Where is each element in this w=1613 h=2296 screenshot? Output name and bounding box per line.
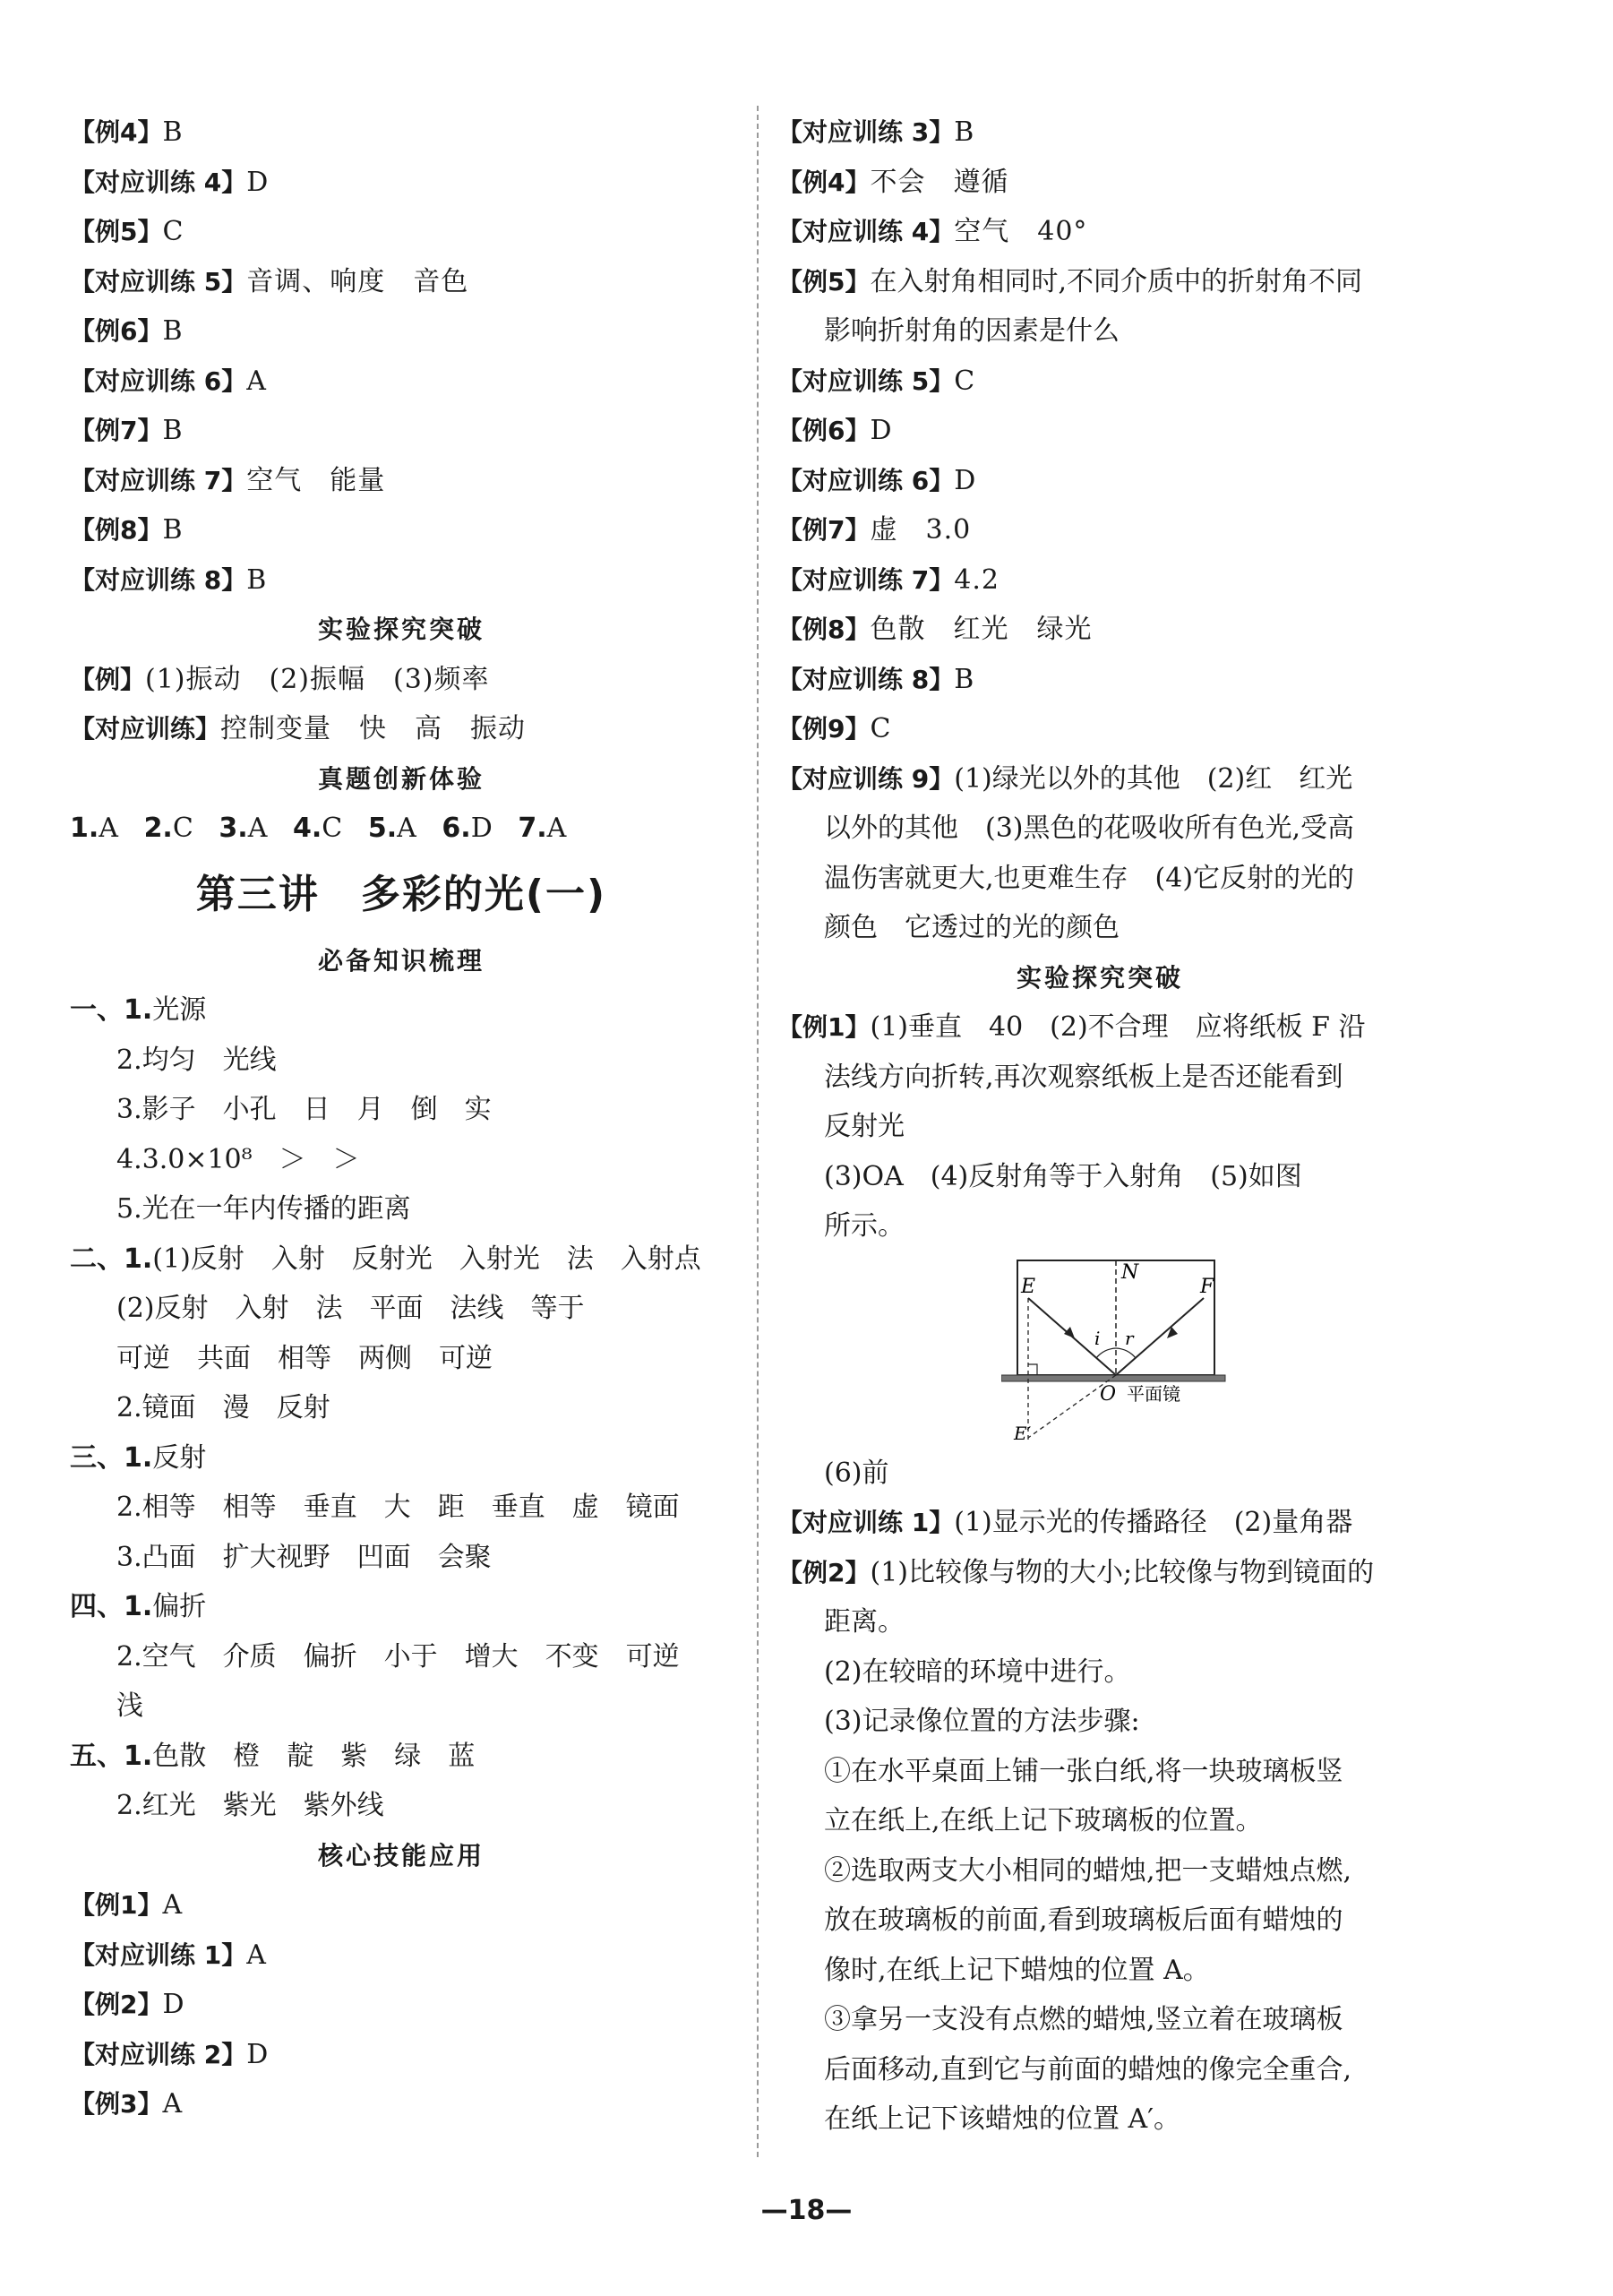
outline-line: 2.相等 相等 垂直 大 距 垂直 虚 镜面 xyxy=(116,1492,680,1523)
right-column xyxy=(777,107,1422,2145)
outline-line: 3.影子 小孔 日 月 倒 实 xyxy=(116,1094,492,1125)
outline-line: 可逆 共面 相等 两侧 可逆 xyxy=(116,1342,493,1374)
label-mirror: 平面镜 xyxy=(1127,1382,1180,1405)
answers-list-2 xyxy=(70,1880,733,2129)
outline-line: (2)反射 入射 法 平面 法线 等于 xyxy=(116,1293,585,1324)
section-heading-skill: 核心技能应用 xyxy=(317,1840,485,1870)
angle-r-arc xyxy=(1116,1348,1136,1358)
answer-continuation: 后面移动,直到它与前面的蜡烛的像完全重合, xyxy=(824,2053,1352,2085)
label-e-prime: E′ xyxy=(1014,1422,1032,1444)
label-n: N xyxy=(1121,1260,1139,1284)
reflection-diagram-svg xyxy=(1001,1251,1234,1444)
answer-line: 【对应训练】控制变量 快 高 振动 xyxy=(70,713,527,744)
outline-line: 5.光在一年内传播的距离 xyxy=(116,1193,411,1225)
answer-continuation: 颜色 它透过的光的颜色 xyxy=(824,912,1120,943)
outline-line: 2.红光 紫光 紫外线 xyxy=(116,1790,384,1821)
answer-continuation: 距离。 xyxy=(824,1606,905,1638)
answer-line: 【例4】不会 遵循 xyxy=(777,166,1009,198)
section-heading-knowledge: 必备知识梳理 xyxy=(317,945,485,976)
left-column xyxy=(70,107,733,2129)
label-o: O xyxy=(1100,1382,1117,1406)
answer-line: 【例2】D xyxy=(70,1989,185,2020)
answer-line: 【对应训练 7】4.2 xyxy=(777,563,1000,596)
answer-continuation: ②选取两支大小相同的蜡烛,把一支蜡烛点燃, xyxy=(824,1854,1352,1887)
answers-list-1 xyxy=(70,107,733,605)
answer-line: 【例6】D xyxy=(777,415,893,446)
answer-line: 【例6】B xyxy=(70,315,184,347)
answer-line: 【例1】A xyxy=(70,1889,184,1921)
outline-line: 二、1.(1)反射 入射 反射光 入射光 法 入射点 xyxy=(70,1243,701,1275)
outline-line: 浅 xyxy=(116,1690,143,1722)
outline-line: 四、1.偏折 xyxy=(70,1591,207,1622)
answer-line: 【例4】B xyxy=(70,116,184,148)
outline-line: 2.空气 介质 偏折 小于 增大 不变 可逆 xyxy=(116,1640,680,1673)
section-heading-zhenti: 真题创新体验 xyxy=(317,763,485,794)
answer-line: 【对应训练 6】D xyxy=(777,464,977,496)
answer-line: 【对应训练 4】D xyxy=(70,166,270,198)
zhenti-answers: 1.A 2.C 3.A 4.C 5.A 6.D 7.A xyxy=(70,813,567,844)
outline-line: 一、1.光源 xyxy=(70,994,207,1026)
outline-line: 2.均匀 光线 xyxy=(116,1044,277,1076)
answer-continuation: 法线方向折转,再次观察纸板上是否还能看到 xyxy=(824,1061,1343,1093)
section-heading-experiment: 实验探究突破 xyxy=(1016,962,1183,993)
answer-continuation: ①在水平桌面上铺一张白纸,将一块玻璃板竖 xyxy=(824,1755,1343,1787)
label-f: F xyxy=(1200,1275,1214,1298)
answer-line: 【例】(1)振动 (2)振幅 (3)频率 xyxy=(70,663,490,695)
label-r: r xyxy=(1125,1327,1134,1349)
answer-continuation: (3)OA (4)反射角等于入射角 (5)如图 xyxy=(824,1160,1302,1192)
answer-line: 【例9】C xyxy=(777,713,892,744)
answer-line: 【例2】(1)比较像与物的大小;比较像与物到镜面的 xyxy=(777,1556,1375,1588)
plane-mirror xyxy=(1001,1375,1225,1381)
answer-continuation: 影响折射角的因素是什么 xyxy=(824,315,1120,347)
outline-line: 3.凸面 扩大视野 凹面 会聚 xyxy=(116,1541,492,1573)
answer-line: 【对应训练 6】A xyxy=(70,365,267,397)
answer-continuation: ③拿另一支没有点燃的蜡烛,竖立着在玻璃板 xyxy=(824,2004,1343,2035)
answer-line: 【例1】(1)垂直 40 (2)不合理 应将纸板 F 沿 xyxy=(777,1011,1366,1043)
page-number: —18— xyxy=(760,2195,853,2226)
outline-line: 2.镜面 漫 反射 xyxy=(116,1392,330,1423)
answer-line: 【对应训练 2】D xyxy=(70,2038,270,2070)
answer-line: 【对应训练 3】B xyxy=(777,116,975,148)
answer-line: 【对应训练 4】空气 40° xyxy=(777,216,1088,247)
answer-continuation: 立在纸上,在纸上记下玻璃板的位置。 xyxy=(824,1805,1263,1836)
answer-line: 【对应训练 1】(1)显示光的传播路径 (2)量角器 xyxy=(777,1507,1353,1538)
answer-line: 【例7】虚 3.0 xyxy=(777,514,972,546)
answer-continuation: 像时,在纸上记下蜡烛的位置 A。 xyxy=(824,1954,1210,1986)
answer-line: 【对应训练 8】B xyxy=(777,663,975,695)
column-divider xyxy=(757,106,759,2157)
answer-continuation: 以外的其他 (3)黑色的花吸收所有色光,受高 xyxy=(824,813,1355,844)
answer-continuation: 反射光 xyxy=(824,1111,905,1142)
section-heading-experiment: 实验探究突破 xyxy=(317,615,485,644)
label-e: E xyxy=(1021,1275,1036,1298)
outline-line: 五、1.色散 橙 靛 紫 绿 蓝 xyxy=(70,1740,476,1772)
answer-line: 【例3】A xyxy=(70,2088,184,2120)
answer-continuation: 所示。 xyxy=(824,1210,905,1242)
reflection-diagram xyxy=(777,1251,1422,1449)
answer-line: 【对应训练 5】C xyxy=(777,365,976,397)
answer-continuation: 放在玻璃板的前面,看到玻璃板后面有蜡烛的 xyxy=(824,1905,1343,1936)
right-angle-mark xyxy=(1028,1364,1037,1375)
answer-continuation: 在纸上记下该蜡烛的位置 A′。 xyxy=(824,2103,1181,2135)
answer-line: 【例8】B xyxy=(70,514,184,546)
incident-arrow xyxy=(1064,1327,1075,1338)
label-i: i xyxy=(1094,1327,1101,1349)
answer-line: 【例8】色散 红光 绿光 xyxy=(777,614,1093,645)
answer-continuation: (2)在较暗的环境中进行。 xyxy=(824,1655,1131,1688)
answer-line: 【对应训练 7】空气 能量 xyxy=(70,464,386,496)
answer-continuation: (3)记录像位置的方法步骤: xyxy=(824,1706,1140,1737)
outline-line: 4.3.0×10⁸ ＞ ＞ xyxy=(116,1143,360,1175)
answer-continuation: 温伤害就更大,也更难生存 (4)它反射的光的 xyxy=(824,862,1355,894)
answer-line: 【对应训练 5】音调、响度 音色 xyxy=(70,265,469,297)
knowledge-outline xyxy=(70,985,733,1831)
answer-line: 【例5】在入射角相同时,不同介质中的折射角不同 xyxy=(777,265,1363,297)
chapter-title: 第三讲 多彩的光(一) xyxy=(195,871,607,917)
angle-i-arc xyxy=(1096,1348,1116,1358)
answer-line: 【对应训练 9】(1)绿光以外的其他 (2)红 红光 xyxy=(777,762,1353,795)
answer-continuation: (6)前 xyxy=(824,1457,889,1489)
outline-line: 三、1.反射 xyxy=(70,1441,207,1474)
answer-line: 【对应训练 1】A xyxy=(70,1939,267,1971)
answer-line: 【对应训练 8】B xyxy=(70,563,268,596)
answer-line: 【例5】C xyxy=(70,216,184,247)
answer-line: 【例7】B xyxy=(70,415,184,446)
